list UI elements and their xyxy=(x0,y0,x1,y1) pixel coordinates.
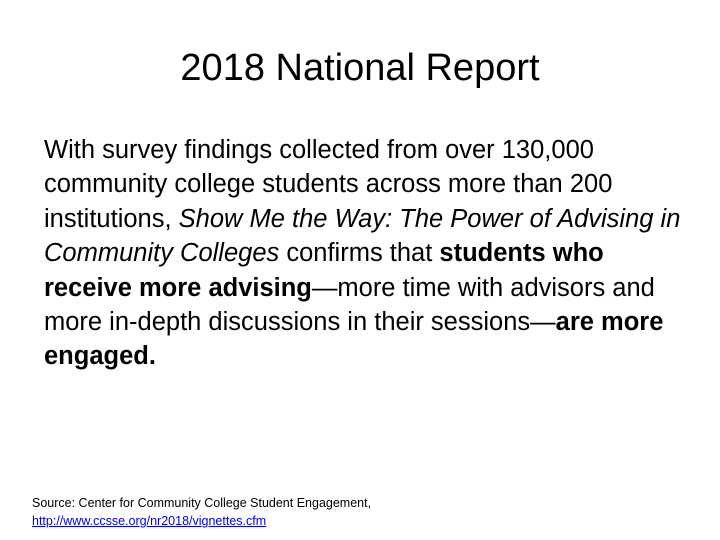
source-link[interactable]: http://www.ccsse.org/nr2018/vignettes.cfm xyxy=(32,514,267,528)
body-bold-engaged: are more engaged. xyxy=(44,308,664,371)
body-text-part1: With survey findings collected from over 130,000 community college students across more than 200 institutions, xyxy=(44,136,613,233)
body-text-part2: confirms that xyxy=(279,239,440,268)
slide-body xyxy=(44,133,684,374)
body-text-part3: —more time with advisors and more in-depth discussions in their sessions— xyxy=(44,273,655,337)
source-label: Source: Center for Community College Student Engagement, xyxy=(32,496,372,510)
body-bold-advising: students who receive more advising xyxy=(44,239,604,302)
source-citation xyxy=(32,494,692,530)
report-title: Show Me the Way: The Power of Advising in Community Colleges xyxy=(44,204,681,268)
slide-title: 2018 National Report xyxy=(180,47,540,89)
